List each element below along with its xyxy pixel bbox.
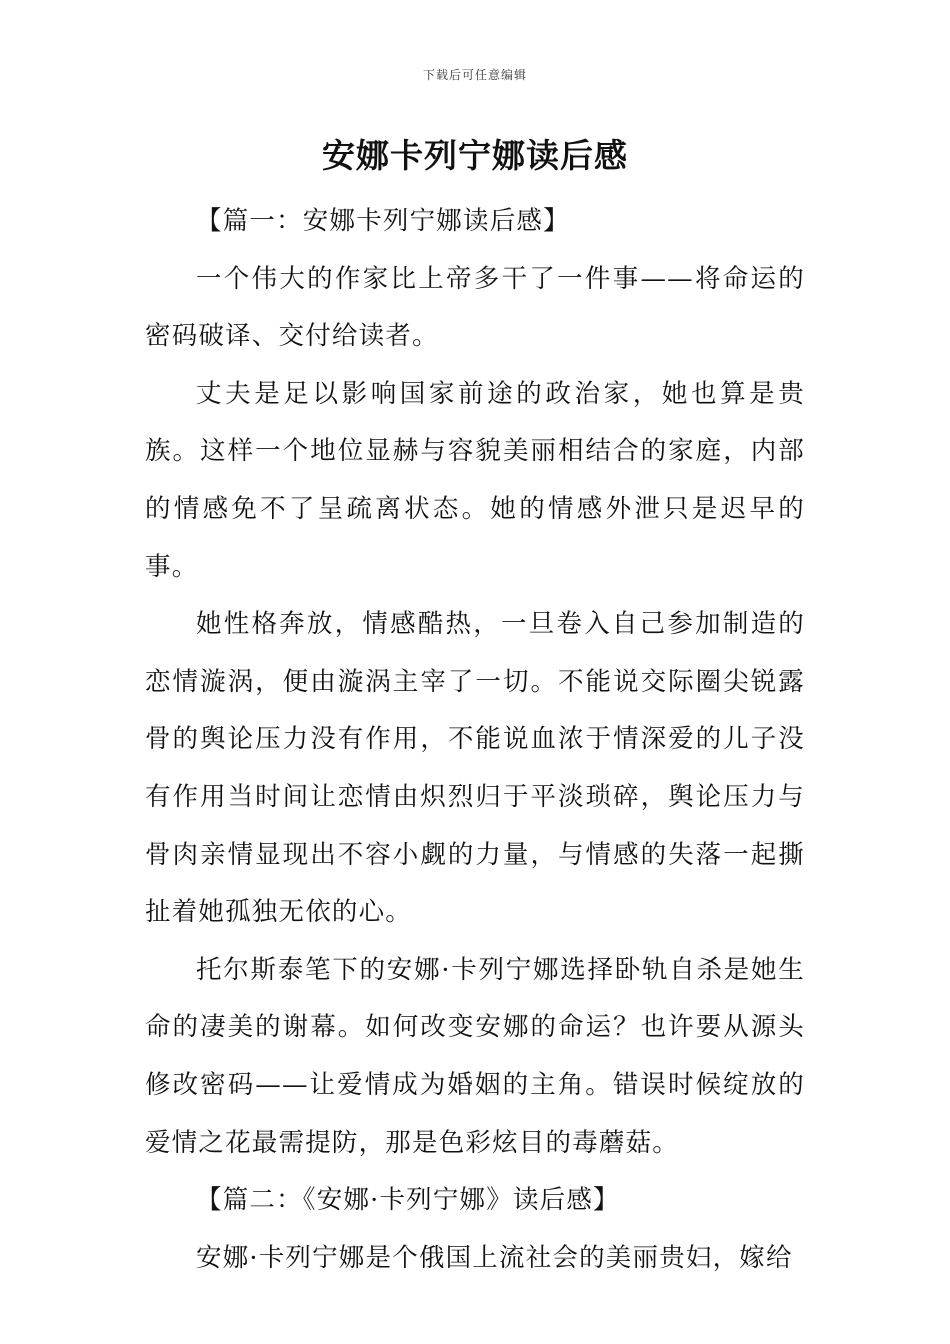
section-heading-2: 【篇二：《安娜·卡列宁娜》读后感】 [196,1185,620,1216]
paragraph: 一个伟大的作家比上帝多干了一件事——将命运的密码破译、交付给读者。 [145,263,805,352]
document-title: 安娜卡列宁娜读后感 [322,136,628,175]
document-body [145,193,805,1287]
paragraph: 安娜·卡列宁娜是个俄国上流社会的美丽贵妇，嫁给 [196,1242,793,1273]
section-heading-1: 【篇一：安娜卡列宁娜读后感】 [196,206,570,236]
paragraph: 丈夫是足以影响国家前途的政治家，她也算是贵族。这样一个地位显赫与容貌美丽相结合的家庭，内部的情感免不了呈疏离状态。她的情感外泄只是迟早的事。 [145,378,805,582]
header-note: 下载后可任意编辑 [422,68,527,82]
paragraph: 托尔斯泰笔下的安娜·卡列宁娜选择卧轨自杀是她生命的凄美的谢幕。如何改变安娜的命运？也许要从源头修改密码——让爱情成为婚姻的主角。错误时候绽放的爱情之花最需提防，那是色彩炫目的毒蘑菇。 [145,954,805,1158]
paragraph: 她性格奔放，情感酷热，一旦卷入自己参加制造的恋情漩涡，便由漩涡主宰了一切。不能说交际圈尖锐露骨的舆论压力没有作用，不能说血浓于情深爱的儿子没有作用当时间让恋情由炽烈归于平淡琐碎，舆论压力与骨肉亲情显现出不容小觑的力量，与情感的失落一起撕扯着她孤独无依的心。 [145,609,805,928]
